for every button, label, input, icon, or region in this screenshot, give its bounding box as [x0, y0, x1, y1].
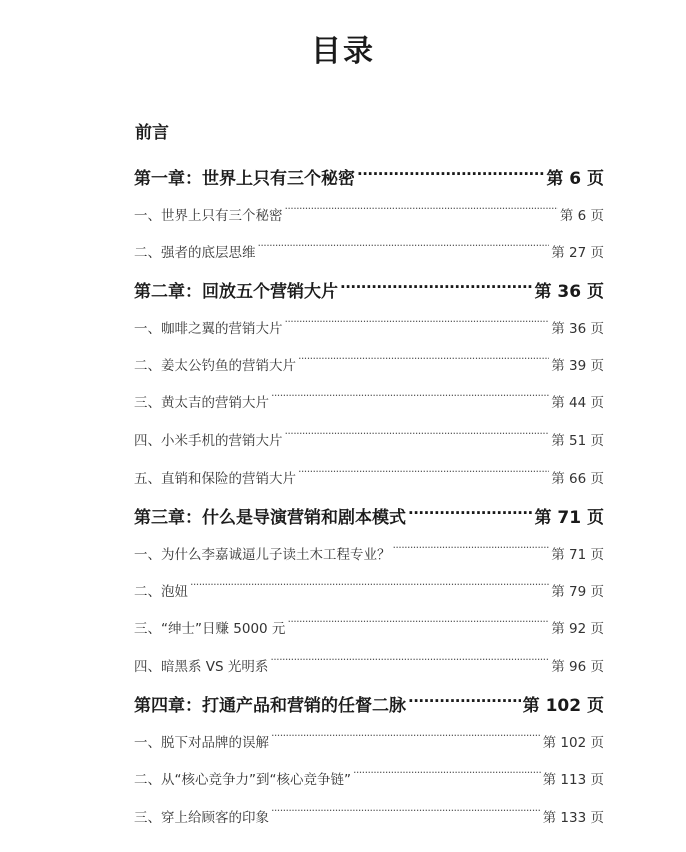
page-title: 目录: [311, 34, 375, 69]
toc-entry-page: 第 36 页: [551, 321, 604, 337]
toc-chapter-1: [134, 158, 604, 189]
toc-section: [134, 235, 604, 261]
toc-entry-title: 第四章：打通产品和营销的任督二脉: [134, 696, 406, 716]
toc-entry-page: 第 6 页: [559, 208, 604, 224]
toc-chapter-3: [134, 497, 604, 528]
toc-entry-page: 第 102 页: [522, 696, 604, 716]
toc-chapter-4: [134, 685, 604, 716]
dot-leader: [287, 611, 549, 633]
toc-entry-title: 一、脱下对品牌的误解: [134, 735, 269, 751]
toc-entry-title: 一、咖啡之翼的营销大片: [134, 321, 283, 337]
toc-section: [134, 461, 604, 487]
toc-entry-title: 第三章：什么是导演营销和剧本模式: [134, 508, 406, 528]
toc-entry-page: 第 27 页: [551, 245, 604, 261]
toc-entry-title: 三、“绅士”日赚 5000 元: [134, 621, 286, 637]
toc-entry-page: 第 39 页: [551, 358, 604, 374]
toc-entry-page: 第 51 页: [551, 433, 604, 449]
toc-entry-page: 第 44 页: [551, 395, 604, 411]
dot-leader: [270, 649, 549, 671]
toc-section: [134, 423, 604, 449]
toc-entry-page: 第 79 页: [551, 584, 604, 600]
dot-leader: [190, 574, 549, 596]
toc-section: [134, 311, 604, 337]
toc-entry-page: 第 133 页: [542, 810, 604, 826]
dot-leader: [408, 497, 533, 523]
dot-leader: [271, 385, 549, 407]
dot-leader: [271, 725, 541, 747]
toc-entry-page: 第 92 页: [551, 621, 604, 637]
dot-leader: [340, 271, 533, 297]
toc-section: [134, 611, 604, 637]
toc-section: [134, 537, 604, 563]
toc-entry-title: 一、世界上只有三个秘密: [134, 208, 283, 224]
toc-entry-title: 三、黄太吉的营销大片: [134, 395, 269, 411]
toc-entry-page: 第 36 页: [534, 282, 604, 302]
toc-entry-page: 第 96 页: [551, 659, 604, 675]
toc-entry-title: 三、穿上给顾客的印象: [134, 810, 269, 826]
dot-leader: [357, 158, 544, 184]
toc-entry-title: 二、姜太公钓鱼的营销大片: [134, 358, 296, 374]
dot-leader: [285, 423, 550, 445]
toc-section: [134, 574, 604, 600]
dot-leader: [271, 800, 541, 822]
dot-leader: [258, 235, 550, 257]
toc-entry-page: 第 66 页: [551, 471, 604, 487]
toc-entry-title: 二、从“核心竞争力”到“核心竞争链”: [134, 772, 351, 788]
toc-section: [134, 762, 604, 788]
toc-entry-title: 第二章：回放五个营销大片: [134, 282, 338, 302]
toc-entry-title: 四、小米手机的营销大片: [134, 433, 283, 449]
dot-leader: [285, 198, 558, 220]
toc-section: [134, 198, 604, 224]
toc-entry-page: 第 71 页: [551, 547, 604, 563]
dot-leader: [298, 348, 549, 370]
toc-entry-title: 一、为什么李嘉诚逼儿子读土木工程专业？: [134, 547, 391, 563]
toc-entry-title: 二、强者的底层思维: [134, 245, 256, 261]
toc-entry-title: 五、直销和保险的营销大片: [134, 471, 296, 487]
dot-leader: [298, 461, 549, 483]
preface-heading: 前言: [135, 123, 169, 143]
toc-chapter-2: [134, 271, 604, 302]
dot-leader: [408, 685, 521, 711]
dot-leader: [393, 537, 550, 559]
toc-section: [134, 649, 604, 675]
toc-entry-title: 第一章：世界上只有三个秘密: [134, 169, 355, 189]
toc-entry-page: 第 6 页: [546, 169, 604, 189]
toc-section: [134, 385, 604, 411]
dot-leader: [353, 762, 541, 784]
toc-entry-title: 二、泡妞: [134, 584, 188, 600]
toc-entry-page: 第 71 页: [534, 508, 604, 528]
toc-entry-page: 第 102 页: [542, 735, 604, 751]
toc-section: [134, 800, 604, 826]
dot-leader: [285, 311, 550, 333]
toc-entry-title: 四、暗黑系 VS 光明系: [134, 659, 269, 675]
toc-section: [134, 725, 604, 751]
toc-section: [134, 348, 604, 374]
toc-entry-page: 第 113 页: [542, 772, 604, 788]
